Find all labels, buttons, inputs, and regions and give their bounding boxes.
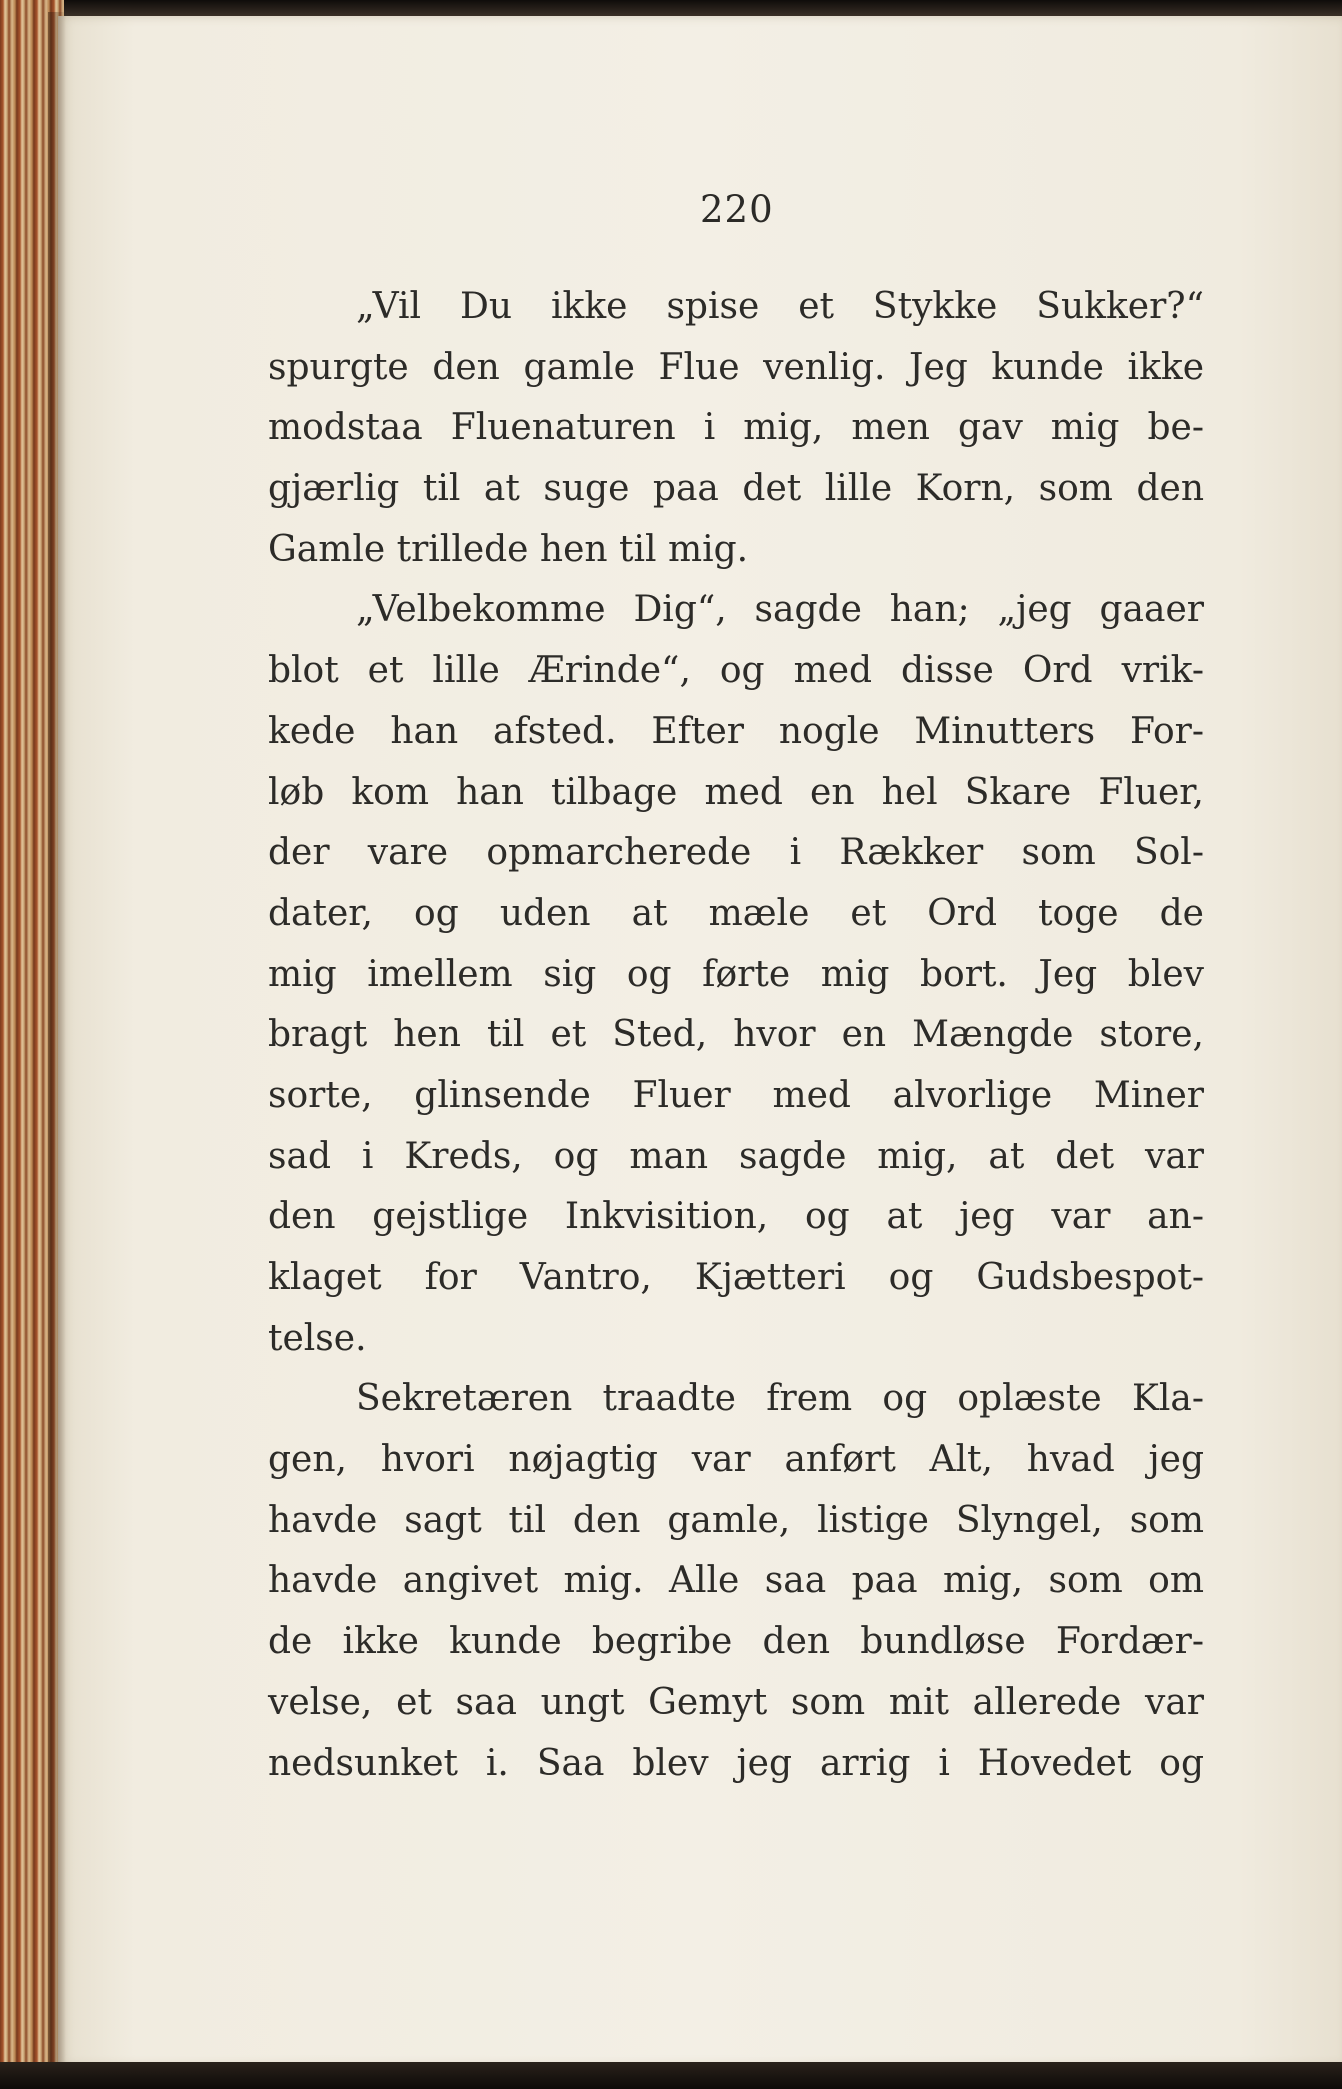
text-line: klaget for Vantro, Kjætteri og Gudsbespot- (268, 1257, 1204, 1298)
text-line: „Vil Du ikke spise et Stykke Sukker?“ (356, 286, 1204, 327)
text-line: sorte, glinsende Fluer med alvorlige Miner (268, 1074, 1204, 1116)
text-line: den gejstlige Inkvisition, og at jeg var an- (268, 1196, 1204, 1238)
text-line: gjærlig til at suge paa det lille Korn, som den (268, 468, 1204, 510)
text-line: de ikke kunde begribe den bundløse Fordær- (268, 1621, 1204, 1663)
text-line: modstaa Fluenaturen i mig, men gav mig be- (268, 407, 1204, 449)
page-number: 220 (700, 188, 774, 231)
text-line: spurgte den gamle Flue venlig. Jeg kunde ikke (268, 346, 1204, 388)
text-line: telse. (268, 1317, 367, 1359)
text-line: mig imellem sig og førte mig bort. Jeg blev (268, 953, 1204, 995)
text-line: gen, hvori nøjagtig var anført Alt, hvad jeg (268, 1439, 1204, 1481)
text-line: sad i Kreds, og man sagde mig, at det var (268, 1135, 1204, 1177)
book-bottom-edge (0, 2062, 1342, 2089)
text-line: løb kom han tilbage med en hel Skare Fluer, (268, 771, 1204, 813)
text-line: havde angivet mig. Alle saa paa mig, som om (268, 1560, 1204, 1602)
text-line: bragt hen til et Sted, hvor en Mængde store, (268, 1014, 1204, 1056)
book-top-edge (0, 0, 1342, 16)
text-line: kede han afsted. Efter nogle Minutters For- (268, 710, 1204, 752)
text-line: „Velbekomme Dig“, sagde han; „jeg gaaer (356, 589, 1204, 631)
text-line: Sekretæren traadte frem og oplæste Kla- (356, 1378, 1204, 1420)
text-line: der vare opmarcherede i Rækker som Sol- (268, 832, 1204, 874)
gutter-shadow (48, 12, 66, 2072)
text-line: nedsunket i. Saa blev jeg arrig i Hovedet og (268, 1742, 1204, 1784)
text-line: blot et lille Ærinde“, og med disse Ord vrik- (268, 650, 1204, 692)
text-line: dater, og uden at mæle et Ord toge de (268, 892, 1204, 934)
text-line: velse, et saa ungt Gemyt som mit allerede var (268, 1681, 1204, 1723)
body-text (268, 277, 1204, 1794)
text-line: Gamle trillede hen til mig. (268, 528, 749, 570)
text-line: havde sagt til den gamle, listige Slyngel, som (268, 1499, 1204, 1541)
